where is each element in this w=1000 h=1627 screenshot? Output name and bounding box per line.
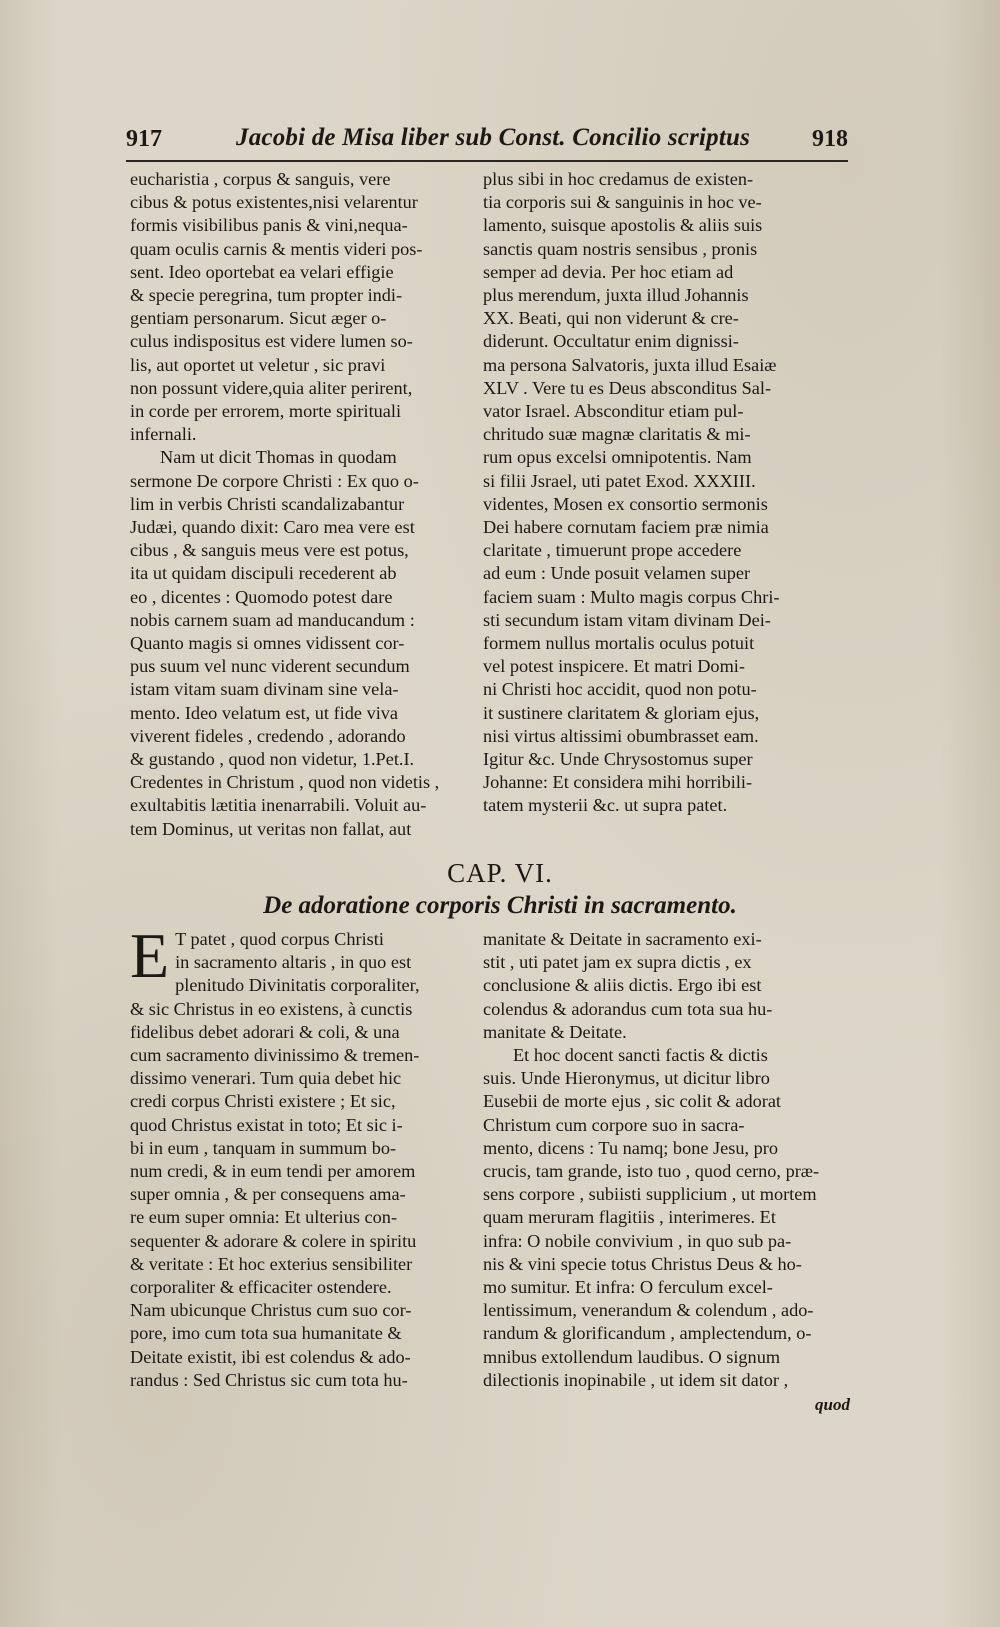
text-line: nisi virtus altissimi obumbrasset eam. xyxy=(483,725,759,746)
page-number-left: 917 xyxy=(126,126,162,152)
text-line: manitate & Deitate in sacramento exi- xyxy=(483,929,762,949)
text-line: it sustinere claritatem & gloriam ejus, xyxy=(483,702,760,723)
text-line: plus merendum, juxta illud Johannis xyxy=(483,285,749,306)
text-line: crucis, tam grande, isto tuo , quod cerno, præ- xyxy=(483,1161,820,1182)
text-line: suis. Unde Hieronymus, ut dicitur libro xyxy=(483,1068,770,1089)
text-line: quam meruram flagitiis , interimeres. Et xyxy=(483,1207,776,1228)
page-header xyxy=(126,122,846,160)
text-line: sens corpore , subiisti supplicium , ut mortem xyxy=(483,1184,817,1205)
text-line: eo , dicentes : Quomodo potest dare xyxy=(130,586,393,607)
text-line: rum opus excelsi omnipotentis. Nam xyxy=(483,447,752,468)
text-line: vator Israel. Absconditur etiam pul- xyxy=(483,401,744,422)
text-line: quod Christus existat in toto; Et sic i- xyxy=(130,1114,403,1135)
text-line: ita ut quidam discipuli recederent ab xyxy=(130,563,397,584)
text-line: infernali. xyxy=(130,424,197,445)
text-line: culus indispositus est videre lumen so- xyxy=(130,331,413,352)
text-line: sermone De corpore Christi : Ex quo o- xyxy=(130,470,419,491)
text-line: num credi, & in eum tendi per amorem xyxy=(130,1161,416,1182)
text-line: in sacramento altaris , in quo est xyxy=(175,952,412,973)
text-line: istam vitam suam divinam sine vela- xyxy=(130,679,399,700)
text-line: sanctis quam nostris sensibus , pronis xyxy=(483,238,758,259)
text-line: conclusione & aliis dictis. Ergo ibi est xyxy=(483,975,762,996)
bottom-right-column xyxy=(483,928,821,1392)
text-line: tem Dominus, ut veritas non fallat, aut xyxy=(130,818,412,839)
text-line: manitate & Deitate. xyxy=(483,1021,627,1042)
text-line: exultabitis lætitia inenarrabili. Voluit au- xyxy=(130,795,427,816)
text-line: mento. Ideo velatum est, ut fide viva xyxy=(130,702,399,723)
text-line: & specie peregrina, tum propter indi- xyxy=(130,285,403,306)
text-line: Et hoc docent sancti factis & dictis xyxy=(513,1045,768,1066)
text-line: plus sibi in hoc credamus de existen- xyxy=(483,169,754,189)
text-line: sequenter & adorare & colere in spiritu xyxy=(130,1230,417,1251)
text-line: semper ad devia. Per hoc etiam ad xyxy=(483,261,734,282)
text-line: diderunt. Occultatur enim dignissi- xyxy=(483,331,739,352)
text-line: Credentes in Christum , quod non videtis , xyxy=(130,772,440,793)
text-line: Nam ut dicit Thomas in quodam xyxy=(160,447,397,468)
text-line: colendus & adorandus cum tota sua hu- xyxy=(483,998,773,1019)
text-line: & gustando , quod non videtur, 1.Pet.I. xyxy=(130,749,415,770)
text-line: videntes, Mosen ex consortio sermonis xyxy=(483,493,768,514)
text-line: eucharistia , corpus & sanguis, vere xyxy=(130,169,391,189)
chapter-subtitle: De adoratione corporis Christi in sacramento. xyxy=(263,892,737,919)
running-title: Jacobi de Misa liber sub Const. Concilio scriptus xyxy=(236,124,751,151)
text-line: super omnia , & per consequens ama- xyxy=(130,1184,406,1205)
chapter-title: CAP. VI. xyxy=(447,858,553,888)
text-line: bi in eum , tanquam in summum bo- xyxy=(130,1137,397,1158)
text-line: pore, imo cum tota sua humanitate & xyxy=(130,1323,402,1344)
top-left-column xyxy=(130,168,465,841)
text-line: si filii Jsrael, uti patet Exod. XXXIII. xyxy=(483,470,756,491)
text-line: Christum cum corpore suo in sacra- xyxy=(483,1114,745,1135)
text-line: Quanto magis si omnes vidissent cor- xyxy=(130,633,405,654)
text-line: fidelibus debet adorari & coli, & una xyxy=(130,1021,400,1042)
text-line: dilectionis inopinabile , ut idem sit dator , xyxy=(483,1369,789,1390)
text-line: plenitudo Divinitatis corporaliter, xyxy=(175,975,420,996)
text-line: nis & vini specie totus Christus Deus & ho- xyxy=(483,1253,802,1274)
text-line: ni Christi hoc accidit, quod non potu- xyxy=(483,679,757,700)
text-line: mo sumitur. Et infra: O ferculum excel- xyxy=(483,1277,773,1298)
text-line: pus suum vel nunc viderent secundum xyxy=(130,656,410,677)
text-line: XLV . Vere tu es Deus absconditus Sal- xyxy=(483,377,772,398)
text-line: re eum super omnia: Et ulterius con- xyxy=(130,1207,398,1228)
text-line: corporaliter & efficaciter ostendere. xyxy=(130,1277,392,1298)
text-line: cibus & potus existentes,nisi velarentur xyxy=(130,192,418,213)
text-line: quam oculis carnis & mentis videri pos- xyxy=(130,238,423,259)
text-line: XX. Beati, qui non viderunt & cre- xyxy=(483,308,739,329)
text-line: lentissimum, venerandum & colendum , ado- xyxy=(483,1300,814,1321)
text-line: faciem suam : Multo magis corpus Chri- xyxy=(483,586,780,607)
text-line: formis visibilibus panis & vini,nequa- xyxy=(130,215,408,236)
text-line: tia corporis sui & sanguinis in hoc ve- xyxy=(483,192,762,213)
text-line: lis, aut oportet ut veletur , sic pravi xyxy=(130,354,386,375)
text-line: credi corpus Christi existere ; Et sic, xyxy=(130,1091,396,1112)
header-rule xyxy=(126,160,848,162)
text-line: T patet , quod corpus Christi xyxy=(175,929,384,949)
text-line: Dei habere cornutam faciem præ nimia xyxy=(483,517,769,538)
text-line: ad eum : Unde posuit velamen super xyxy=(483,563,751,584)
text-line: lim in verbis Christi scandalizabantur xyxy=(130,493,405,514)
text-line: mnibus extollendum laudibus. O signum xyxy=(483,1346,781,1367)
catchword: quod xyxy=(815,1395,850,1414)
text-line: formem nullus mortalis oculus potuit xyxy=(483,633,755,654)
text-line: Nam ubicunque Christus cum suo cor- xyxy=(130,1300,412,1321)
text-line: Deitate existit, ibi est colendus & ado- xyxy=(130,1346,411,1367)
top-right-column xyxy=(483,168,821,818)
text-line: cum sacramento divinissimo & tremen- xyxy=(130,1045,420,1066)
text-line: claritate , timuerunt prope accedere xyxy=(483,540,742,561)
page-number-right: 918 xyxy=(812,126,848,152)
text-line: viverent fideles , credendo , adorando xyxy=(130,725,406,746)
bottom-left-column xyxy=(130,920,465,1392)
text-line: Eusebii de morte ejus , sic colit & adorat xyxy=(483,1091,782,1112)
text-line: lamento, suisque apostolis & aliis suis xyxy=(483,215,763,236)
text-line: ma persona Salvatoris, juxta illud Esaiæ xyxy=(483,354,777,375)
text-line: cibus , & sanguis meus vere est potus, xyxy=(130,540,409,561)
text-line: vel potest inspicere. Et matri Domi- xyxy=(483,656,745,677)
text-line: Judæi, quando dixit: Caro mea vere est xyxy=(130,517,415,538)
text-line: sent. Ideo oportebat ea velari effigie xyxy=(130,261,394,282)
text-line: mento, dicens : Tu namq; bone Jesu, pro xyxy=(483,1137,779,1158)
text-line: randum & glorificandum , amplectendum, o- xyxy=(483,1323,812,1344)
text-line: stit , uti patet jam ex supra dictis , ex xyxy=(483,952,752,973)
text-line: in corde per errorem, morte spirituali xyxy=(130,401,402,422)
drop-cap: E xyxy=(130,920,170,991)
text-line: & veritate : Et hoc exterius sensibiliter xyxy=(130,1253,413,1274)
text-line: sti secundum istam vitam divinam Dei- xyxy=(483,609,771,630)
text-line: dissimo venerari. Tum quia debet hic xyxy=(130,1068,402,1089)
text-line: gentiam personarum. Sicut æger o- xyxy=(130,308,387,329)
text-line: Johanne: Et considera mihi horribili- xyxy=(483,772,753,793)
text-line: infra: O nobile convivium , in quo sub pa- xyxy=(483,1230,792,1251)
text-line: & sic Christus in eo existens, à cunctis xyxy=(130,998,413,1019)
text-line: chritudo suæ magnæ claritatis & mi- xyxy=(483,424,751,445)
text-line: nobis carnem suam ad manducandum : xyxy=(130,609,415,630)
text-line: non possunt videre,quia aliter perirent, xyxy=(130,377,413,398)
text-line: randus : Sed Christus sic cum tota hu- xyxy=(130,1369,408,1390)
text-line: Igitur &c. Unde Chrysostomus super xyxy=(483,749,753,770)
text-line: tatem mysterii &c. ut supra patet. xyxy=(483,795,728,816)
